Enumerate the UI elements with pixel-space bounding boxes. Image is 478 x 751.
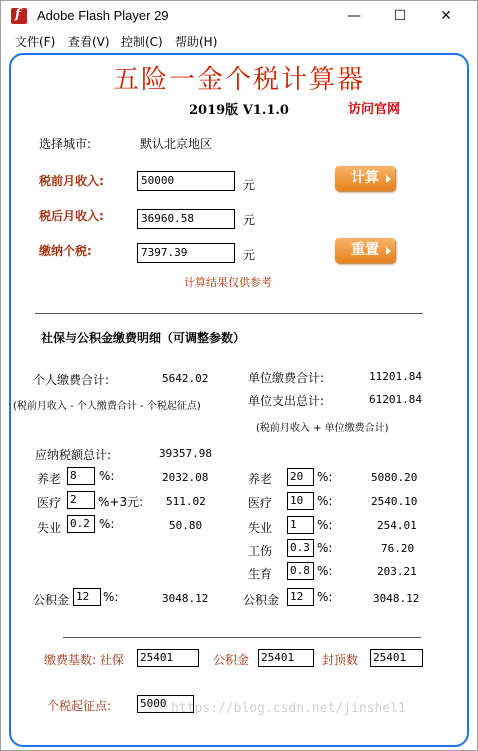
company-injury-unit: %:: [317, 541, 333, 555]
result-disclaimer: 计算结果仅供参考: [184, 276, 272, 289]
company-pension-label: 养老: [248, 472, 273, 486]
reset-button-label: 重置: [351, 242, 379, 258]
personal-total-value: 5642.02: [162, 372, 209, 385]
company-maternity-label: 生育: [248, 567, 273, 581]
company-unemployment-value: 254.01: [377, 519, 417, 532]
tax-threshold-label: 个税起征点:: [47, 699, 112, 713]
menu-bar: [1, 32, 477, 52]
company-maternity-rate[interactable]: 0.8: [287, 562, 314, 580]
post-tax-unit: 元: [243, 213, 256, 227]
cap-input[interactable]: 25401: [370, 649, 423, 667]
company-injury-rate[interactable]: 0.3: [287, 539, 314, 557]
company-maternity-unit: %:: [317, 564, 333, 578]
reset-button[interactable]: [335, 238, 395, 263]
personal-formula-note: (税前月收入 - 个人缴费合计 - 个税起征点): [13, 401, 201, 412]
divider: [35, 313, 423, 314]
company-expense-label: 单位支出总计:: [248, 394, 325, 408]
arrow-right-icon: [386, 175, 391, 183]
arrow-right-icon: [386, 247, 391, 255]
fund-base-input[interactable]: 25401: [258, 649, 314, 667]
minimize-button[interactable]: —: [347, 8, 361, 24]
personal-unemployment-label: 失业: [37, 521, 62, 535]
company-medical-rate[interactable]: 10: [287, 492, 314, 510]
personal-unemployment-rate[interactable]: 0.2: [67, 515, 95, 533]
company-maternity-value: 203.21: [377, 565, 417, 578]
page-title: 五险一金个税计算器: [112, 65, 365, 95]
calculate-button[interactable]: [335, 166, 395, 191]
company-injury-value: 76.20: [381, 542, 415, 555]
company-injury-label: 工伤: [248, 544, 273, 558]
company-fund-label: 公积金: [243, 593, 280, 607]
social-base-input[interactable]: 25401: [137, 649, 199, 667]
version-label: 2019版 V1.1.0: [189, 103, 289, 118]
company-unemployment-unit: %:: [317, 518, 333, 532]
company-fund-value: 3048.12: [373, 592, 420, 605]
personal-fund-label: 公积金: [33, 593, 70, 607]
pre-tax-income-label: 税前月收入:: [39, 174, 104, 188]
tax-paid-output[interactable]: 7397.39: [137, 243, 235, 263]
city-label: 选择城市:: [39, 137, 92, 151]
menu-control[interactable]: 控制(C): [121, 35, 163, 49]
post-tax-income-output[interactable]: 36960.58: [137, 209, 235, 229]
pre-tax-unit: 元: [243, 178, 256, 192]
city-value[interactable]: 默认北京地区: [140, 137, 213, 151]
contribution-base-label: 缴费基数: 社保: [44, 653, 124, 667]
personal-total-label: 个人缴费合计:: [33, 373, 110, 387]
company-medical-label: 医疗: [248, 496, 273, 510]
close-button[interactable]: ✕: [440, 8, 452, 24]
personal-pension-label: 养老: [37, 472, 62, 486]
cap-label: 封顶数: [322, 653, 359, 667]
menu-file[interactable]: 文件(F): [15, 35, 56, 49]
title-bar: [1, 1, 477, 32]
post-tax-income-label: 税后月收入:: [39, 209, 104, 223]
personal-medical-unit: %+3元:: [98, 495, 144, 509]
menu-view[interactable]: 查看(V): [68, 35, 110, 49]
company-formula-note: (税前月收入 + 单位缴费合计): [256, 423, 389, 434]
divider: [63, 637, 421, 638]
personal-fund-rate[interactable]: 12: [73, 588, 101, 606]
company-medical-value: 2540.10: [371, 495, 418, 508]
tax-paid-label: 缴纳个税:: [39, 244, 92, 258]
personal-medical-label: 医疗: [37, 496, 62, 510]
fund-base-label: 公积金: [213, 653, 250, 667]
company-unemployment-label: 失业: [248, 521, 273, 535]
flash-player-icon: f: [11, 8, 27, 24]
pre-tax-income-input[interactable]: 50000: [137, 171, 235, 191]
tax-threshold-input[interactable]: 5000: [137, 695, 194, 713]
window-title: Adobe Flash Player 29: [37, 8, 169, 23]
personal-pension-rate[interactable]: 8: [67, 467, 95, 485]
company-total-value: 11201.84: [369, 370, 422, 383]
personal-fund-value: 3048.12: [162, 592, 209, 605]
personal-pension-unit: %:: [99, 469, 115, 483]
company-pension-value: 5080.20: [371, 471, 418, 484]
company-total-label: 单位缴费合计:: [248, 371, 325, 385]
company-pension-rate[interactable]: 20: [287, 468, 314, 486]
personal-fund-unit: %:: [103, 590, 119, 604]
watermark: https://blog.csdn.net/jinshel1: [171, 701, 406, 716]
details-heading: 社保与公积金缴费明细（可调整参数）: [41, 331, 246, 345]
calculator-panel: [9, 53, 469, 747]
personal-unemployment-value: 50.80: [169, 519, 203, 532]
company-unemployment-rate[interactable]: 1: [287, 516, 314, 534]
maximize-button[interactable]: ☐: [393, 8, 407, 24]
taxable-amount-label: 应纳税额总计:: [35, 448, 112, 462]
company-fund-unit: %:: [317, 590, 333, 604]
calculate-button-label: 计算: [351, 170, 379, 186]
company-expense-value: 61201.84: [369, 393, 422, 406]
tax-paid-unit: 元: [243, 248, 256, 262]
official-site-link[interactable]: 访问官网: [348, 102, 401, 117]
personal-medical-value: 511.02: [166, 495, 206, 508]
company-medical-unit: %:: [317, 494, 333, 508]
company-pension-unit: %:: [317, 470, 333, 484]
company-fund-rate[interactable]: 12: [287, 588, 314, 606]
personal-pension-value: 2032.08: [162, 471, 209, 484]
personal-unemployment-unit: %:: [99, 517, 115, 531]
menu-help[interactable]: 帮助(H): [175, 35, 218, 49]
personal-medical-rate[interactable]: 2: [67, 491, 95, 509]
taxable-amount-value: 39357.98: [159, 447, 212, 460]
